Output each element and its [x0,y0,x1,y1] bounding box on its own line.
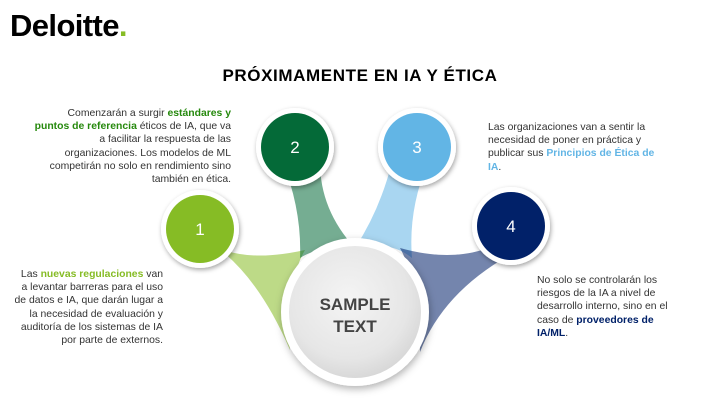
node-2 [256,108,334,186]
node-1-number: 1 [195,220,205,239]
node-4-number: 4 [506,217,516,236]
node-3-number: 3 [412,138,422,157]
text-block-3: Las organizaciones van a sentir la necesidad de poner en práctica y publicar sus Principios de Ética de IA. [488,122,655,173]
center-circle [281,238,429,386]
node-2-number: 2 [290,138,300,157]
center-text-line1: SAMPLE [319,295,391,314]
deloitte-logo: Deloitte. [10,8,127,43]
text-block-2: Comenzarán a surgir estándares y puntos de referencia éticos de IA, que va a facilitar la respuesta de las organizaciones. Los modelos de ML competirán no solo en rendimiento sino también en ética. [34,108,231,186]
text-block-4: No solo se controlarán los riesgos de la IA a nivel de desarrollo interno, sino en el caso de proveedores de IA/ML. [537,275,668,339]
node-3 [378,108,456,186]
text-block-1: Las nuevas regulaciones van a levantar barreras para el uso de datos e IA, que darán lugar a la necesidad de evaluación y auditoría de los sistemas de IA por parte de externos. [14,269,163,347]
node-4 [472,187,550,265]
page-title: PRÓXIMAMENTE EN IA Y ÉTICA [222,66,498,85]
center-text-line2: TEXT [333,317,377,336]
node-1 [161,190,239,268]
